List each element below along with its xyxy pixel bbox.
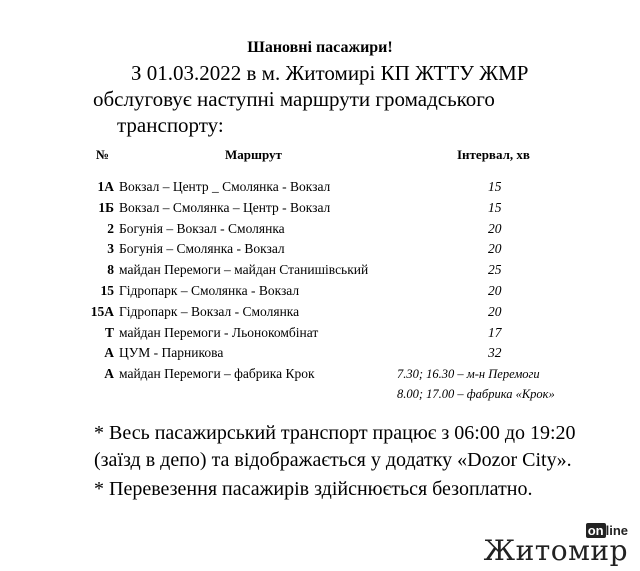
table-row xyxy=(0,345,640,366)
route-interval: 20 xyxy=(488,241,502,257)
route-number: А xyxy=(104,366,114,382)
schedule-line-2: 8.00; 17.00 – фабрика «Крок» xyxy=(397,387,555,402)
route-description: Гідропарк – Вокзал - Смолянка xyxy=(119,303,300,319)
table-row xyxy=(0,325,640,346)
route-number: 8 xyxy=(107,262,114,278)
route-number: А xyxy=(104,345,114,361)
route-interval: 15 xyxy=(488,179,502,194)
zhytomyr-online-logo xyxy=(472,523,632,567)
notice-title: Шановні пасажири! xyxy=(247,39,393,56)
table-row xyxy=(0,304,640,325)
route-number: 1А xyxy=(97,179,114,194)
intro-line-1: З 01.03.2022 в м. Житомирі КП ЖТТУ ЖМР xyxy=(131,61,529,85)
route-description: майдан Перемоги – фабрика Крок xyxy=(119,366,315,382)
header-route: Маршрут xyxy=(225,147,282,162)
route-description: Вокзал – Смолянка – Центр - Вокзал xyxy=(119,199,331,215)
route-description: Вокзал – Центр _ Смолянка - Вокзал xyxy=(119,179,331,194)
route-description: Богунія – Вокзал - Смолянка xyxy=(119,220,285,236)
route-interval: 20 xyxy=(488,303,502,319)
route-interval: 15 xyxy=(488,199,502,215)
route-number: Т xyxy=(104,324,114,340)
route-number: 15 xyxy=(100,282,114,298)
route-interval: 20 xyxy=(488,282,502,298)
brand-text: Житомир xyxy=(483,534,628,567)
table-row xyxy=(0,262,640,283)
table-row xyxy=(0,179,640,200)
route-description: майдан Перемоги – майдан Станишівський xyxy=(119,262,369,278)
route-description: Богунія – Смолянка - Вокзал xyxy=(119,241,285,257)
route-interval: 32 xyxy=(488,345,502,361)
route-number: 1Б xyxy=(98,199,114,215)
intro-line-2: обслуговує наступні маршрути громадського xyxy=(93,87,495,111)
route-number: 2 xyxy=(107,220,114,236)
route-interval: 25 xyxy=(488,262,502,278)
schedule-line-1: 7.30; 16.30 – м-н Перемоги xyxy=(397,367,540,382)
route-description: ЦУМ - Парникова xyxy=(119,345,224,361)
table-row xyxy=(0,221,640,242)
table-row xyxy=(0,241,640,262)
note-free-transport: * Перевезення пасажирів здійснюється безоплатно. xyxy=(94,478,533,500)
route-number: 15А xyxy=(90,303,114,319)
route-interval-schedule xyxy=(397,364,555,404)
route-number: 3 xyxy=(107,241,114,257)
online-label: on line xyxy=(587,523,628,538)
table-row xyxy=(0,366,640,402)
notes xyxy=(94,420,614,503)
route-description: майдан Перемоги - Льонокомбінат xyxy=(119,324,319,340)
route-interval: 20 xyxy=(488,220,502,236)
intro-line-3: транспорту: xyxy=(117,113,224,137)
header-interval: Інтервал, хв xyxy=(457,147,530,162)
route-description: Гідропарк – Смолянка - Вокзал xyxy=(119,282,300,298)
routes-table xyxy=(0,179,640,402)
header-number: № xyxy=(96,147,110,162)
route-interval: 17 xyxy=(488,324,502,340)
note-schedule: * Весь пасажирський транспорт працює з 06:00 до 19:20 (заїзд в депо) та відображається у додатку «Dozor City». xyxy=(94,422,576,471)
table-row xyxy=(0,283,640,304)
table-row xyxy=(0,200,640,221)
intro-paragraph xyxy=(93,60,613,138)
